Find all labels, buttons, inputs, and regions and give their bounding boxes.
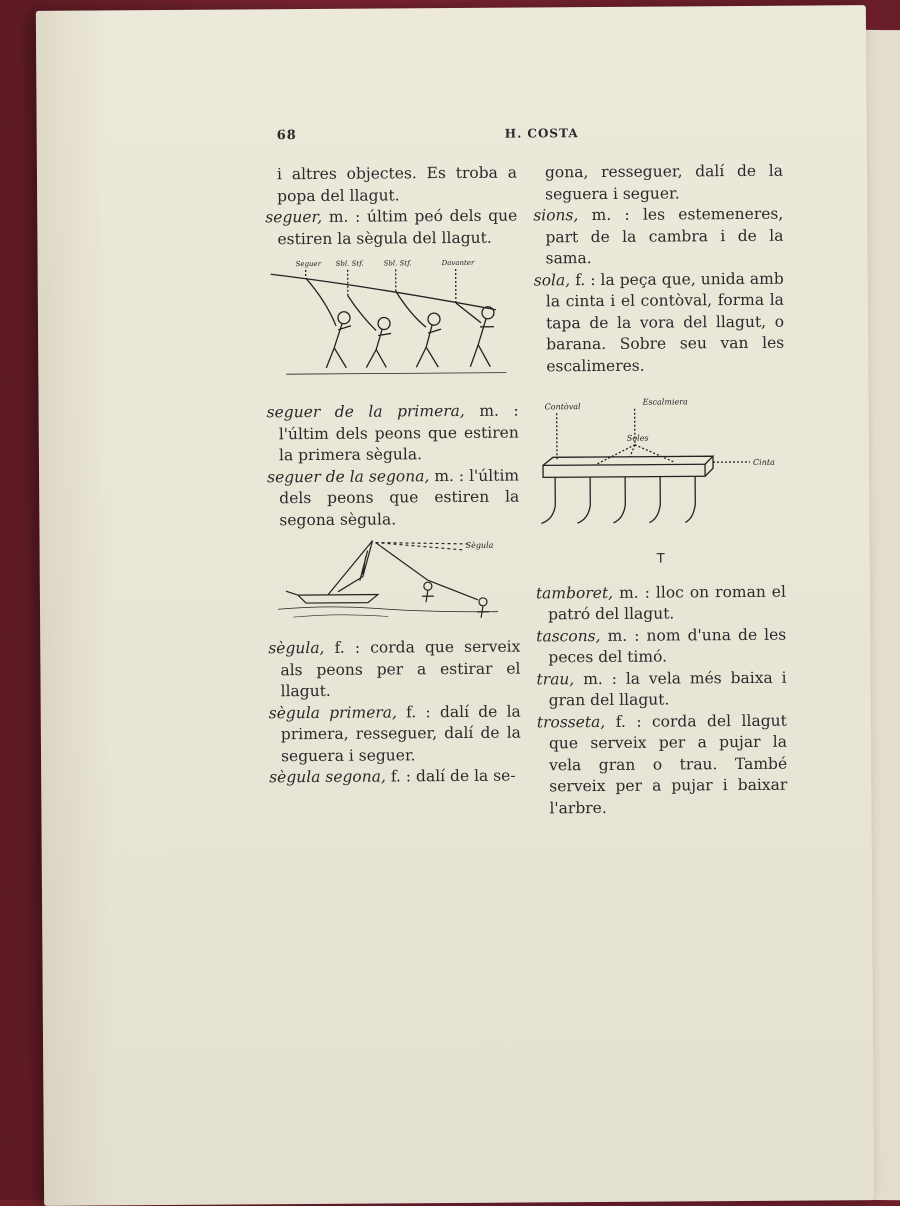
figure-label: Sbl. Stf. <box>384 259 412 267</box>
dictionary-entry <box>536 624 786 669</box>
headword: sègula primera, <box>269 703 397 722</box>
headword: trosseta, <box>537 712 606 730</box>
dictionary-entry <box>269 701 521 767</box>
figure-label: Cinta <box>753 458 775 467</box>
dictionary-entry <box>536 581 786 626</box>
dictionary-entry <box>265 206 517 251</box>
figure-label: Escalmiera <box>642 397 689 406</box>
definition: f. : corda del llagut que serveix per a pujar la vela gran o trau. També serveix per a pujar i baixar l'arbre. <box>549 711 787 817</box>
headword: seguer de la segona, <box>267 467 429 486</box>
dictionary-entry <box>537 710 788 819</box>
definition: f. : corda que serveix als peons per a estirar el llagut. <box>280 638 520 701</box>
dictionary-entry <box>536 667 786 712</box>
figure-gunwale <box>535 394 786 536</box>
definition: m. : nom d'una de les peces del timó. <box>548 625 786 666</box>
definition: f. : dalí de la primera, resseguer, dalí de la seguera i seguer. <box>281 702 521 765</box>
section-letter: T <box>536 548 786 571</box>
left-column <box>265 163 521 789</box>
book-page <box>36 5 874 1206</box>
dictionary-entry <box>533 204 783 270</box>
dictionary-entry <box>268 637 520 703</box>
dictionary-entry <box>269 766 521 789</box>
definition: m. : l'últim dels peons que estiren la segona sègula. <box>279 466 519 529</box>
figure-sailboat-towing <box>268 536 519 633</box>
headword: tascons, <box>536 626 600 644</box>
headword: sègula, <box>268 639 324 657</box>
definition: f. : dalí de la se- <box>386 767 516 786</box>
figure-label: Sbl. Stf. <box>336 260 364 268</box>
figure-label: Sègula <box>466 541 494 550</box>
right-column <box>533 161 788 820</box>
headword: seguer, <box>265 208 322 226</box>
headword: tamboret, <box>536 583 613 602</box>
dictionary-entry <box>267 465 519 531</box>
figure-men-hauling <box>266 255 517 397</box>
figure-label: Seguer <box>296 260 322 268</box>
definition: f. : la peça que, unida amb la cinta i el contòval, forma la tapa de la vora del llagut, o barana. Sobre seu van les escalimeres. <box>546 269 784 375</box>
definition: m. : les estemeneres, part de la cambra i de la sama. <box>545 205 783 268</box>
dictionary-entry <box>534 268 785 377</box>
definition: m. : lloc on roman el patró del llagut. <box>548 582 786 623</box>
figure-label: Davanter <box>441 259 475 267</box>
definition: m. : l'últim dels peons que estiren la primera sègula. <box>279 402 519 465</box>
headword: sola, <box>534 271 571 289</box>
headword: seguer de la primera, <box>267 402 465 421</box>
page-number: 68 <box>277 128 297 143</box>
definition: m. : últim peó dels que estiren la sègula del llagut. <box>277 207 517 248</box>
figure-label: Contòval <box>545 402 581 411</box>
dictionary-entry <box>267 401 519 467</box>
headword: trau, <box>536 670 574 688</box>
figure-label: Soles <box>627 434 649 443</box>
header-author: H. COSTA <box>505 126 579 141</box>
running-head <box>277 125 787 129</box>
headword: sions, <box>533 206 578 224</box>
list-item: gona, resseguer, dalí de la seguera i seguer. <box>533 161 783 206</box>
definition: m. : la vela més baixa i gran del llagut. <box>549 668 787 709</box>
list-item: i altres objectes. Es troba a popa del llagut. <box>265 163 517 208</box>
headword: sègula segona, <box>269 767 386 786</box>
